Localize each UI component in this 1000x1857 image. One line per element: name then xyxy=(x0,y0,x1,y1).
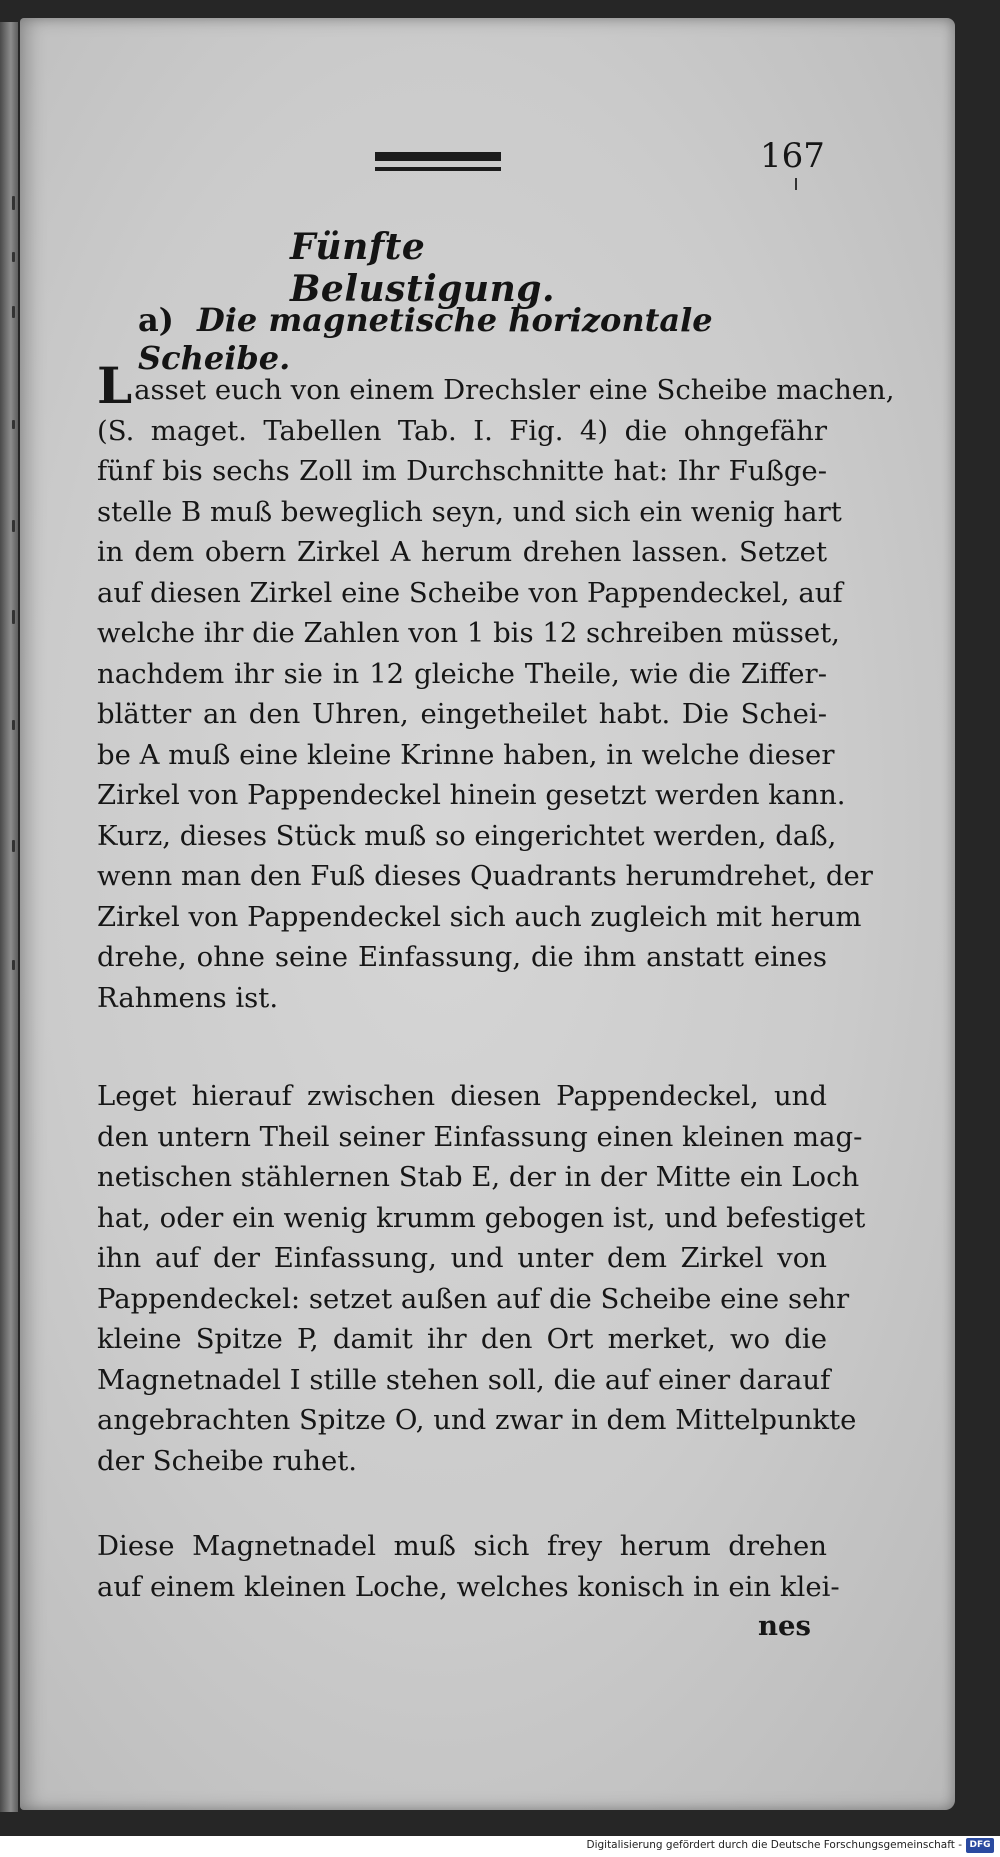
text-line: kleine Spitze P, damit ihr den Ort merket, wo die xyxy=(97,1323,827,1355)
page-number: 167 xyxy=(760,136,825,176)
text-line: hat, oder ein wenig krumm gebogen ist, und befestiget xyxy=(97,1201,866,1234)
paragraph-2 xyxy=(97,1076,866,1481)
text-line: Zirkel von Pappendeckel hinein gesetzt werden kann. xyxy=(97,779,846,811)
text-line: blätter an den Uhren, eingetheilet habt. Die Schei- xyxy=(97,698,827,730)
text-line: Rahmens ist. xyxy=(97,981,279,1014)
header-rule-thin xyxy=(375,167,501,171)
footer-bar xyxy=(0,1836,1000,1857)
text-line: in dem obern Zirkel A herum drehen lassen. Setzet xyxy=(97,536,827,568)
text-line: stelle B muß beweglich seyn, und sich ein wenig hart xyxy=(97,495,842,528)
paragraph-1 xyxy=(97,356,895,1018)
margin-mark xyxy=(12,420,15,429)
header-rule-thick xyxy=(375,152,501,161)
subsection-label: a) xyxy=(138,301,174,339)
drop-cap: L xyxy=(97,356,133,415)
catchword: nes xyxy=(758,1610,811,1642)
margin-mark xyxy=(12,306,15,318)
text-line: Diese Magnetnadel muß sich frey herum drehen xyxy=(97,1530,827,1562)
text-line: auf diesen Zirkel eine Scheibe von Pappendeckel, auf xyxy=(97,576,843,609)
dfg-logo: DFG xyxy=(966,1838,994,1853)
header-double-rule xyxy=(375,152,501,176)
subsection-heading xyxy=(138,301,788,377)
left-page-edge xyxy=(0,22,18,1812)
text-line: Zirkel von Pappendeckel sich auch zugleich mit herum xyxy=(97,900,862,933)
margin-mark xyxy=(12,960,15,970)
text-line-content: asset euch von einem Drechsler eine Scheibe machen, xyxy=(134,374,895,406)
section-title: Fünfte Belustigung. xyxy=(290,226,555,310)
text-line: angebrachten Spitze O, und zwar in dem Mittelpunkte xyxy=(97,1404,857,1436)
text-line: welche ihr die Zahlen von 1 bis 12 schreiben müsset, xyxy=(97,617,840,649)
text-line: auf einem kleinen Loche, welches konisch in ein klei- xyxy=(97,1570,840,1603)
text-line: nachdem ihr sie in 12 gleiche Theile, wie die Ziffer- xyxy=(97,657,827,690)
text-line: Pappendeckel: setzet außen auf die Scheibe eine sehr xyxy=(97,1282,850,1315)
text-line: netischen stählernen Stab E, der in der Mitte ein Loch xyxy=(97,1161,860,1193)
margin-mark xyxy=(12,840,15,852)
margin-mark xyxy=(12,252,15,262)
page-number-tick xyxy=(795,178,797,190)
margin-mark xyxy=(12,520,15,532)
text-line: Kurz, dieses Stück muß so eingerichtet werden, daß, xyxy=(97,819,837,852)
paragraph-3 xyxy=(97,1526,840,1607)
text-line: Magnetnadel I stille stehen soll, die auf einer darauf xyxy=(97,1363,831,1396)
margin-mark xyxy=(12,196,15,210)
margin-mark xyxy=(12,610,15,624)
text-line: den untern Theil seiner Einfassung einen kleinen mag- xyxy=(97,1120,863,1153)
book-page xyxy=(20,18,955,1810)
text-line: ihn auf der Einfassung, und unter dem Zirkel von xyxy=(97,1242,827,1274)
margin-mark xyxy=(12,720,15,730)
text-line: (S. maget. Tabellen Tab. I. Fig. 4) die ohngefähr xyxy=(97,414,827,447)
text-line: wenn man den Fuß dieses Quadrants herumdrehet, der xyxy=(97,860,873,892)
subsection-title: Die magnetische horizontale Scheibe. xyxy=(138,301,713,377)
footer-credit: Digitalisierung gefördert durch die Deutsche Forschungsgemeinschaft - xyxy=(586,1839,962,1851)
text-line: der Scheibe ruhet. xyxy=(97,1444,358,1477)
text-line: Leget hierauf zwischen diesen Pappendeckel, und xyxy=(97,1080,827,1112)
text-line: fünf bis sechs Zoll im Durchschnitte hat: Ihr Fußge- xyxy=(97,455,827,487)
text-line xyxy=(97,356,895,415)
text-line: be A muß eine kleine Krinne haben, in welche dieser xyxy=(97,738,835,771)
text-line: drehe, ohne seine Einfassung, die ihm anstatt eines xyxy=(97,941,827,973)
